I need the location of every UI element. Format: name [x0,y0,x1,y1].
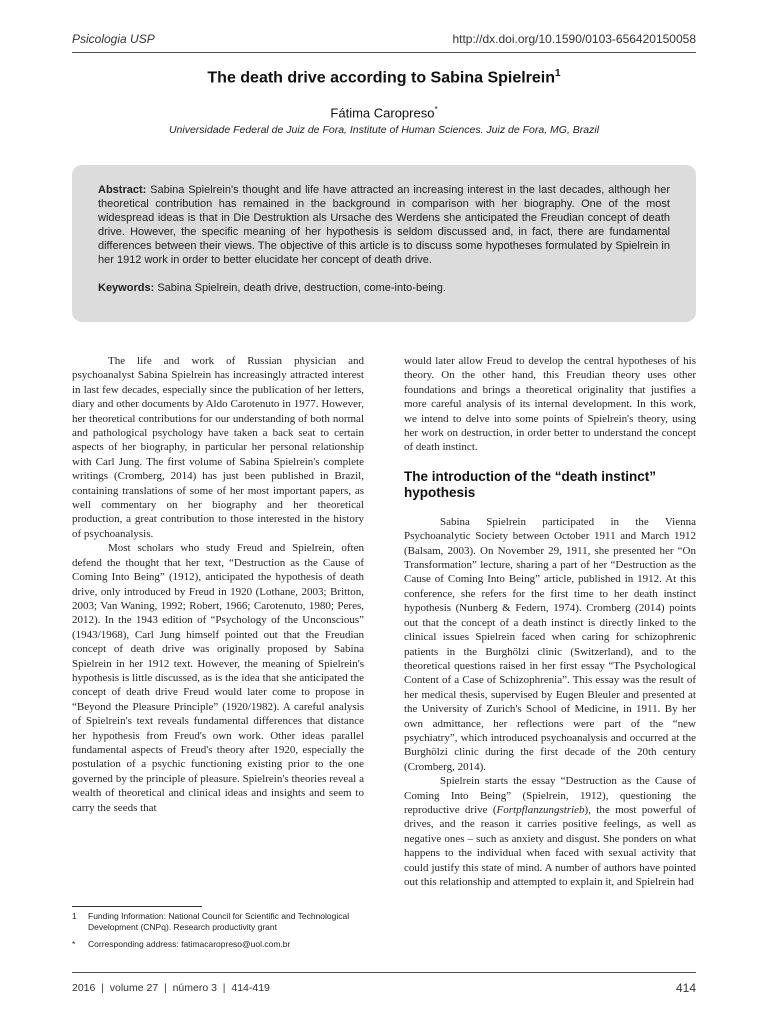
keywords: Keywords: Sabina Spielrein, death drive, destruction, come-into-being. [98,282,446,294]
footnote-divider [72,906,202,907]
body-column-right [404,354,696,889]
abstract-text: Abstract: Sabina Spielrein's thought and life have attracted an increasing interest in the last decades, although her theoretical contribution has remained in the background in comparison with her biography. One of the most widespread ideas is that in Die Destruktion als Ursache des Werdens she anticipated the Freudian concept of death drive. However, the specific meaning of her hypothesis is seldom discussed and, in fact, there are fundamental differences between their views. The objective of this article is to discuss some hypotheses formulated by Spielrein in her 1912 work in order to better elucidate her concept of death drive. [98,184,670,266]
footnote-mark: 1 [72,911,77,921]
running-footer [72,980,696,996]
doi-link[interactable]: http://dx.doi.org/10.1590/0103-656420150058 [452,32,696,46]
article-title: The death drive according to Sabina Spielrein$^1$ [207,68,561,87]
body-column-left [72,354,364,815]
abstract-box [72,165,696,322]
page-number: 414 [675,981,696,995]
title-footnote-mark[interactable]: 1 [555,68,561,79]
footnotes [72,911,364,956]
paragraph: Sabina Spielrein participated in the Vienna Psychoanalytic Society between October 1911 and March 1912 (Balsam, 2003). On November 29, 1911, she presented her “On Transformation” lecture, sharing a part of her “Destruction as the Cause of Coming Into Being” article, published in 1912. At this conference, she refers for the first time to her death instinct hypothesis (Nunberg & Federn, 1974). Cromberg (2014) points out that the concept of a death instinct is directly linked to the clinical issues Spielrein faced when caring for schizophrenic patients in the Burghölzi clinic (Switzerland), and to the theoretical questions raised in her first essay “The Psychological Content of a Case of Schizophrenia”. This essay was the result of her medical thesis, supervised by Eugen Bleuler and presented at the University of Zurich's School of Medicine, in 1911. By her own admittance, her reflections were part of the “new psychiatry”, which introduced psychoanalysis and occurred at the Burghölzi clinic during the first decade of the 20th century (Cromberg, 2014). [404,515,696,773]
issue-citation: 2016 | volume 27 | número 3 | 414-419 [72,982,270,994]
footnote-mark: * [72,939,76,949]
keywords-label: Keywords: [98,282,155,294]
header-divider [72,52,696,53]
author-affiliation: Universidade Federal de Juiz de Fora, Institute of Human Sciences. Juiz de Fora, MG, Brazil [168,124,600,136]
footnote-text: Corresponding address: fatimacaropreso@uol.com.br [88,939,291,949]
footer-divider [72,972,696,973]
journal-name: Psicologia USP [72,32,155,46]
paragraph: Spielrein starts the essay “Destruction as the Cause of Coming Into Being” (Spielrein, 1912), questioning the reproductive drive (Fortpflanzungstrieb), the most powerful of drives, and the reason it carries positive feelings, as well as negative ones – such as anxiety and disgust. She ponders on what happens to the individual when faced with sexual activity that could justify this state of mind. A number of authors have pointed out this relationship and attempted to explain it, and Spielrein had [404,775,696,888]
paragraph: The life and work of Russian physician and psychoanalyst Sabina Spielrein has increasingly attracted interest in last few decades, especially since the publication of her letters, diary and other documents by Aldo Carotenuto in 1977. However, her theoretical contributions for our understanding of both normal and pathological psychology have taken a back seat to certain aspects of her biography, in particular her personal relationship with Carl Jung. The first volume of Sabina Spielrein's complete writings (Cromberg, 2014) has just been published in Brazil, containing translations of some of her most important papers, as well commentary on her biography and her theoretical production, a great contribution to those interested in the history of psychoanalysis. [72,355,364,540]
author-name: Fátima Caropreso* [330,105,438,121]
footnote-text: Funding Information: National Council for Scientific and Technological Development (CNPq). Research productivity grant [88,911,350,932]
section-heading: The introduction of the “death instinct” hypothesis [404,468,656,500]
abstract-label: Abstract: [98,184,147,196]
running-header [72,28,696,50]
paragraph: would later allow Freud to develop the central hypotheses of his theory. On the other hand, this Freudian theory uses other foundations and brings a theoretical originality that justifies a more careful analysis of its internal development. In this work, we intend to delve into some points of Spielrein's theory, using her work on destruction, in order better to understand the concept of death instinct. [404,355,696,454]
footnote [72,939,364,950]
author-footnote-mark[interactable]: * [434,105,438,114]
paragraph: Most scholars who study Freud and Spielrein, often defend the thought that her text, “Destruction as the Cause of Coming Into Being” (1912), anticipated the hypothesis of death drive, only introduced by Freud in 1920 (Lothane, 2003; Britton, 2003; Van Waning, 1992; Robert, 1966; Carotenuto, 1980; Peres, 2012). In the 1943 edition of “Psychology of the Unconscious” (1943/1968), Carl Jung himself pointed out that the Freudian concept of death drive was originally proposed by Sabina Spielrein in her 1912 text. However, the meaning of Spielrein's hypothesis is little discussed, as is the idea that she anticipated the concept of death drive Freud would later come to propose in “Beyond the Pleasure Principle” (1920/1982). A careful analysis of Spielrein's text reveals fundamental differences that distance her hypothesis from Freud's own work. Other ideas parallel fundamental aspects of Freud's theory after 1920, especially the postulation of a psychic functioning existing prior to the one governed by the principle of pleasure. Spielrein's theories reveal a wealth of theoretical and clinical ideas and insights and seem to carry the seeds that [72,542,364,814]
footnote [72,911,364,933]
german-term: Fortpflanzungstrieb [496,803,585,816]
